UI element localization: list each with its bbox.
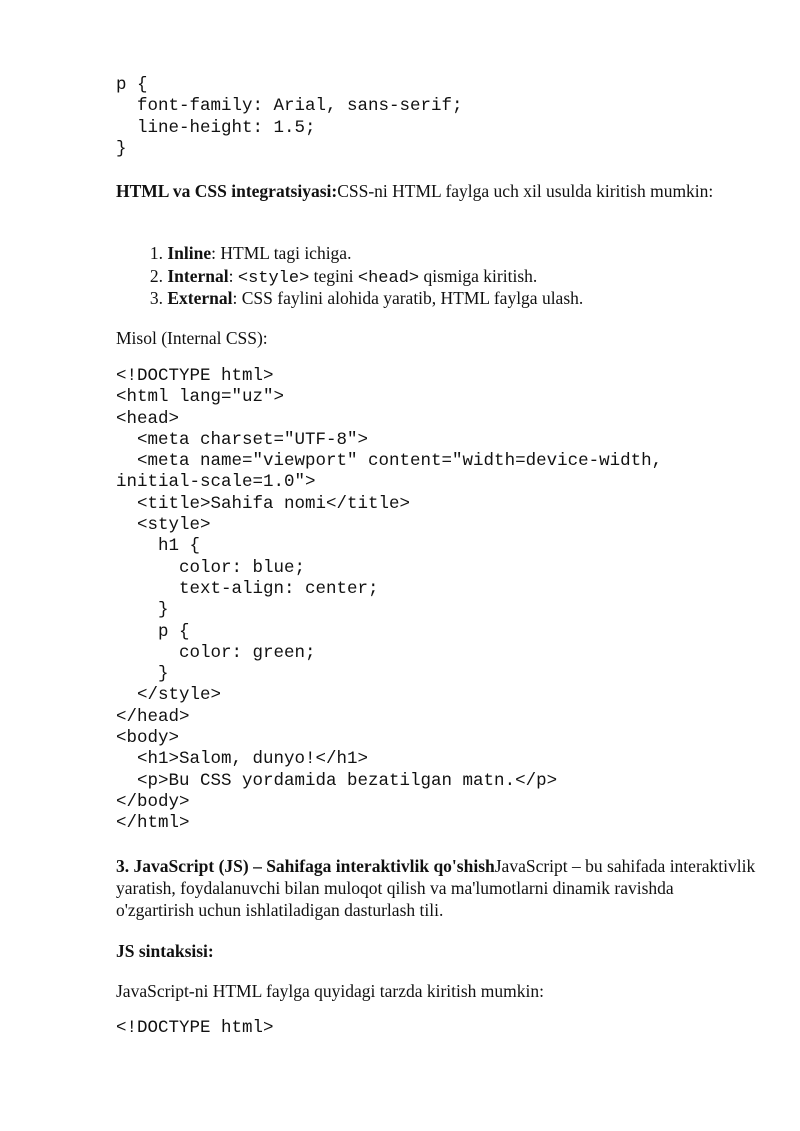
code-line: <!DOCTYPE html> <box>116 1018 274 1038</box>
integration-methods-list <box>116 242 583 310</box>
list-item: 1. Inline: HTML tagi ichiga. <box>149 243 352 263</box>
code-line: } <box>116 664 169 685</box>
list-item: 3. External: CSS faylini alohida yaratib, HTML faylga ulash. <box>149 288 584 308</box>
code-line: text-align: center; <box>116 578 379 599</box>
js-intro-text: JavaScript-ni HTML faylga quyidagi tarzda kiritish mumkin: <box>116 981 545 1001</box>
code-line: <meta charset="UTF-8"> <box>116 429 369 450</box>
code-line: <html lang="uz"> <box>116 387 285 408</box>
code-line: <meta name="viewport" content="width=device-width, <box>116 451 663 472</box>
js-section-text: JavaScript – bu sahifada interaktivlik yaratish, foydalanuvchi bilan muloqot qilish va ma'lumotlarni dinamik ravishda o'zgartirish uchun ishlatiladigan dasturlash tili. <box>116 856 756 920</box>
code-line: line-height: 1.5; <box>116 117 316 138</box>
code-line: h1 { <box>116 536 201 557</box>
css-code-block <box>116 75 463 160</box>
code-line: <h1>Salom, dunyo!</h1> <box>116 749 369 770</box>
code-line: </style> <box>116 685 222 706</box>
js-section-paragraph <box>116 855 756 921</box>
integration-heading: HTML va CSS integratsiyasi: <box>116 181 338 201</box>
code-line: <p>Bu CSS yordamida bezatilgan matn.</p> <box>116 770 558 791</box>
list-item: 2. Internal: <style> tegini <head> qismiga kiritish. <box>149 265 538 288</box>
code-line: </head> <box>116 706 190 727</box>
example-label: Misol (Internal CSS): <box>116 328 268 348</box>
code-line: </html> <box>116 813 190 834</box>
code-line: <style> <box>116 515 211 536</box>
integration-paragraph <box>116 180 756 202</box>
html-code-block <box>116 366 662 835</box>
code-line: } <box>116 600 169 621</box>
code-line: <body> <box>116 728 180 749</box>
js-section-heading: 3. JavaScript (JS) – Sahifaga interaktivlik qo'shish <box>116 856 495 876</box>
code-line: color: blue; <box>116 557 306 578</box>
code-line: initial-scale=1.0"> <box>116 472 316 493</box>
code-line: p { <box>116 621 190 642</box>
js-code-block <box>116 1018 274 1039</box>
code-line: color: green; <box>116 642 316 663</box>
code-line: font-family: Arial, sans-serif; <box>116 96 463 117</box>
js-syntax-heading: JS sintaksisi: <box>116 941 214 961</box>
code-line: } <box>116 138 127 159</box>
code-line: <head> <box>116 408 180 429</box>
code-line: </body> <box>116 791 190 812</box>
code-line: p { <box>116 75 148 95</box>
integration-text: CSS-ni HTML faylga uch xil usulda kiritish mumkin: <box>337 181 714 201</box>
code-line: <title>Sahifa nomi</title> <box>116 493 411 514</box>
code-line: <!DOCTYPE html> <box>116 366 274 386</box>
